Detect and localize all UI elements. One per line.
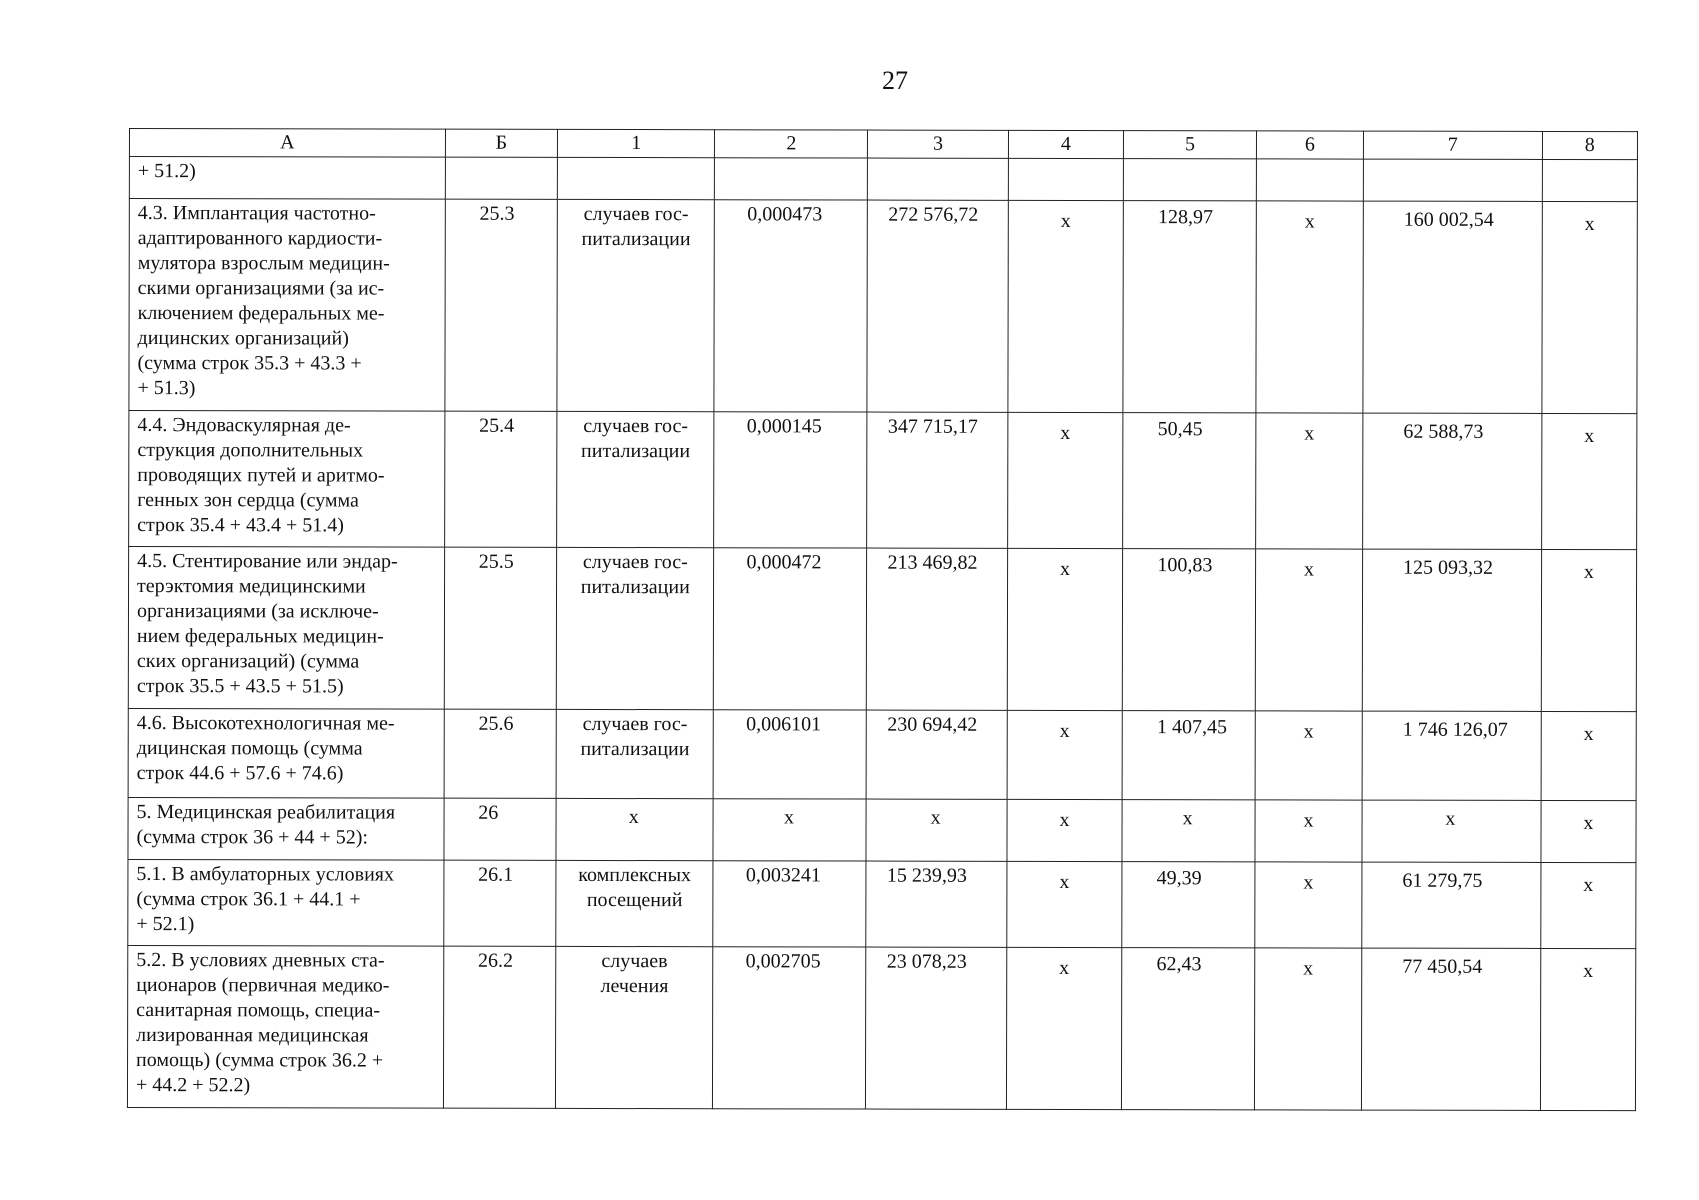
cell-value-c5: 100,83	[1123, 549, 1256, 711]
cell-value-c5	[1124, 159, 1257, 201]
cell-value-c8: х	[1541, 800, 1636, 862]
cell-label-line: строк 44.6 + 57.6 + 74.6)	[136, 762, 344, 785]
cell-value-c8	[1542, 159, 1637, 201]
cell-unit	[556, 547, 714, 709]
header-cell-8: 8	[1542, 131, 1637, 159]
cell-value-c4: х	[1007, 548, 1123, 710]
cell-row-number: 26	[444, 798, 557, 860]
cell-value-c3: 230 694,42	[867, 710, 1007, 799]
cell-label-line: 4.5. Стентирование или эндар-	[137, 550, 398, 573]
cell-label-line: 4.4. Эндоваскулярная де-	[137, 414, 351, 437]
cell-unit	[557, 157, 714, 199]
cell-unit-line: посещений	[586, 888, 683, 912]
table-row	[129, 411, 1637, 550]
cell-row-number	[445, 157, 557, 199]
cell-value-c3: 213 469,82	[867, 548, 1008, 710]
cell-value-c4: х	[1007, 799, 1123, 861]
cell-value-c2: 0,006101	[714, 710, 867, 799]
cell-label	[129, 199, 445, 412]
cell-label-line: (сумма строк 35.3 + 43.3 +	[137, 352, 362, 375]
cell-value-c7	[1363, 159, 1542, 201]
cell-value-c7: 1 746 126,07	[1362, 711, 1541, 800]
cell-unit-line: случаев гос-	[583, 414, 689, 438]
cell-value-c7: х	[1362, 800, 1541, 862]
data-table	[127, 128, 1638, 1111]
cell-value-c4: х	[1008, 200, 1124, 412]
cell-value-c8: х	[1540, 948, 1636, 1110]
cell-unit	[556, 860, 714, 946]
cell-label	[128, 797, 444, 860]
cell-label-line: 5.1. В амбулаторных условиях	[136, 863, 395, 886]
cell-value-c2: 0,000145	[714, 412, 867, 548]
cell-unit-line: случаев гос-	[583, 202, 689, 226]
header-cell-1: 1	[558, 129, 715, 157]
header-cell-5: 5	[1124, 131, 1257, 159]
cell-value-c6: х	[1255, 711, 1362, 800]
cell-unit-line: случаев	[601, 949, 668, 973]
cell-value-c6: х	[1256, 413, 1363, 549]
cell-label-line: ских организаций) (сумма	[136, 650, 360, 673]
cell-label-line: 4.6. Высокотехнологичная ме-	[136, 712, 395, 735]
cell-label-line: терэктомия медицинскими	[137, 575, 366, 598]
header-cell-3: 3	[868, 130, 1008, 158]
cell-value-c8: х	[1541, 549, 1637, 711]
cell-unit	[556, 798, 713, 860]
table-row	[128, 547, 1636, 712]
cell-value-c6: х	[1255, 800, 1362, 862]
cell-label-line: ключением федеральных ме-	[137, 302, 385, 325]
cell-label-line: дицинская помощь (сумма	[136, 737, 363, 760]
cell-label	[127, 945, 443, 1108]
cell-label-line: + 44.2 + 52.2)	[135, 1074, 251, 1097]
cell-row-number: 26.1	[444, 860, 557, 946]
cell-value-c2: 0,000472	[714, 548, 867, 710]
header-cell-b: Б	[445, 129, 557, 157]
cell-label-line: адаптированного кардиости-	[137, 227, 383, 250]
cell-value-c3	[868, 158, 1008, 200]
cell-label-line: 4.3. Имплантация частотно-	[137, 202, 376, 225]
header-cell-7: 7	[1363, 131, 1542, 159]
cell-value-c4: х	[1006, 861, 1122, 947]
cell-label	[128, 547, 444, 710]
cell-value-c4: х	[1006, 947, 1122, 1109]
cell-label-line: строк 35.4 + 43.4 + 51.4)	[137, 514, 344, 537]
cell-value-c2: 0,003241	[713, 861, 866, 947]
cell-value-c7: 77 450,54	[1361, 948, 1540, 1110]
cell-value-c6: х	[1255, 549, 1362, 711]
table-row	[128, 859, 1636, 948]
cell-unit-line: питализации	[580, 575, 690, 599]
table-row	[128, 797, 1636, 862]
cell-label-line: + 51.3)	[137, 377, 196, 400]
cell-value-c2	[715, 158, 868, 200]
header-cell-2: 2	[715, 130, 868, 158]
cell-label-line: 5. Медицинская реабилитация	[136, 801, 396, 824]
page-number: 27	[882, 66, 908, 95]
cell-row-number: 25.3	[445, 199, 558, 411]
table-row	[129, 199, 1637, 414]
cell-value-c7: 125 093,32	[1362, 549, 1541, 711]
cell-value-c5: 1 407,45	[1122, 711, 1255, 800]
cell-label-line: скими организациями (за ис-	[137, 277, 385, 300]
cell-value-c2: х	[713, 799, 866, 861]
cell-value-c6: х	[1255, 862, 1362, 948]
cell-unit	[556, 709, 714, 798]
cell-label-line: нием федеральных медицин-	[136, 625, 384, 648]
cell-label-line: лизированная медицинская	[136, 1024, 369, 1047]
table-row	[127, 945, 1635, 1110]
cell-value-c4: х	[1007, 710, 1123, 799]
cell-value-c6: х	[1256, 201, 1363, 413]
cell-value-c2: 0,002705	[713, 947, 866, 1109]
cell-label-line: проводящих путей и аритмо-	[137, 464, 385, 487]
cell-label	[128, 708, 444, 798]
header-cell-a: А	[129, 129, 445, 158]
cell-unit-line: х	[628, 806, 639, 829]
cell-label-line: (сумма строк 36 + 44 + 52):	[136, 826, 368, 849]
cell-label-line: 5.2. В условиях дневных ста-	[136, 949, 385, 972]
cell-value-c3: 23 078,23	[866, 947, 1007, 1109]
cell-value-c8: х	[1542, 201, 1638, 413]
cell-row-number: 25.5	[444, 547, 557, 709]
cell-label-line: струкция дополнительных	[137, 439, 364, 462]
cell-unit-line: питализации	[581, 439, 691, 463]
cell-row-number: 25.4	[444, 411, 557, 547]
cell-unit	[556, 946, 714, 1108]
cell-value-c6	[1256, 159, 1363, 201]
cell-value-c3: 272 576,72	[867, 200, 1008, 412]
cell-value-c8: х	[1541, 413, 1637, 549]
cell-label-line: ционаров (первичная медико-	[136, 974, 390, 997]
cell-unit	[557, 199, 715, 411]
cell-label-line: мулятора взрослым медицин-	[137, 252, 390, 275]
cell-label-line: организациями (за исключе-	[136, 600, 379, 623]
table-row	[128, 708, 1636, 800]
cell-label-line: дицинских организаций)	[137, 327, 349, 350]
table-body	[127, 157, 1637, 1111]
cell-value-c3: х	[866, 799, 1006, 861]
cell-label-line: строк 35.5 + 43.5 + 51.5)	[136, 675, 344, 698]
cell-row-number: 25.6	[444, 709, 557, 798]
cell-unit-line: питализации	[580, 737, 690, 761]
header-cell-4: 4	[1008, 130, 1124, 158]
table-row	[129, 157, 1637, 202]
cell-value-c3: 15 239,93	[866, 861, 1006, 947]
cell-label	[129, 157, 445, 200]
cell-value-c6: х	[1254, 948, 1361, 1110]
cell-value-c7: 62 588,73	[1363, 413, 1542, 549]
cell-label-line: генных зон сердца (сумма	[137, 489, 359, 512]
cell-unit-line: питализации	[581, 227, 691, 251]
cell-value-c5: 62,43	[1122, 948, 1255, 1110]
cell-value-c7: 160 002,54	[1363, 201, 1542, 413]
header-cell-6: 6	[1256, 131, 1363, 159]
cell-label	[128, 859, 444, 946]
cell-value-c7: 61 279,75	[1362, 862, 1541, 948]
cell-value-c8: х	[1541, 711, 1636, 800]
header-row	[129, 129, 1637, 160]
cell-unit	[557, 411, 715, 547]
cell-value-c5: 50,45	[1123, 413, 1256, 549]
cell-unit-line: случаев гос-	[582, 712, 688, 736]
cell-row-number: 26.2	[443, 946, 556, 1108]
cell-unit-line: комплексных	[578, 863, 692, 887]
cell-unit-line: лечения	[600, 974, 669, 998]
cell-label	[129, 411, 445, 548]
cell-value-c8: х	[1540, 862, 1635, 948]
cell-unit-line: случаев гос-	[582, 550, 688, 574]
cell-label-line: + 51.2)	[137, 160, 196, 183]
cell-label-line: (сумма строк 36.1 + 44.1 +	[136, 888, 361, 911]
cell-label-line: санитарная помощь, специа-	[136, 999, 381, 1022]
cell-value-c5: 128,97	[1123, 201, 1256, 413]
cell-label-line: помощь) (сумма строк 36.2 +	[136, 1049, 384, 1072]
cell-value-c2: 0,000473	[714, 200, 867, 412]
table-container	[127, 128, 1638, 1111]
cell-value-c3: 347 715,17	[867, 412, 1007, 548]
cell-value-c4: х	[1007, 412, 1123, 548]
cell-value-c5: 49,39	[1122, 862, 1255, 948]
cell-label-line: + 52.1)	[136, 913, 195, 936]
cell-value-c5: х	[1122, 800, 1255, 862]
cell-value-c4	[1008, 158, 1124, 200]
